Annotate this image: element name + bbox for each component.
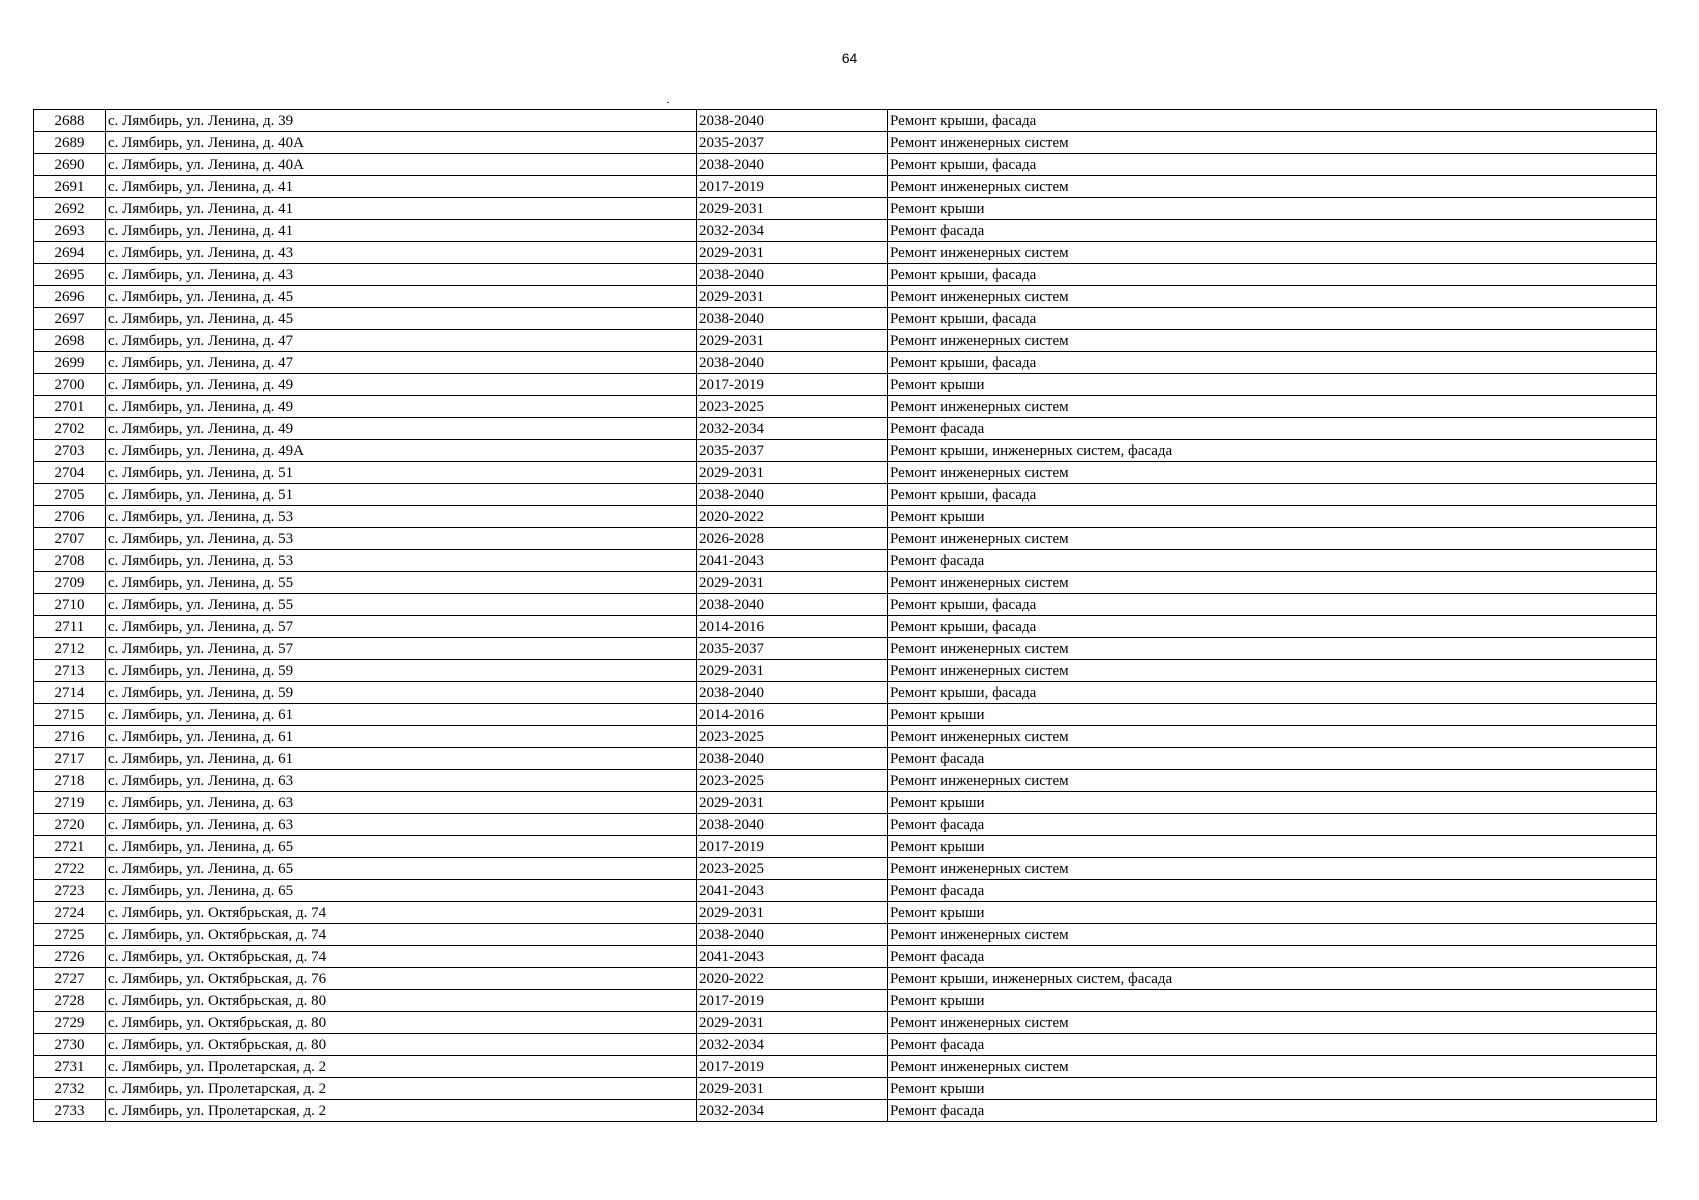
- row-number: 2709: [34, 572, 106, 594]
- address-cell: с. Лямбирь, ул. Ленина, д. 63: [106, 792, 697, 814]
- table-row: [34, 418, 1657, 440]
- address-cell: с. Лямбирь, ул. Ленина, д. 40А: [106, 132, 697, 154]
- period-cell: 2023-2025: [697, 770, 888, 792]
- table-row: [34, 924, 1657, 946]
- table-row: [34, 726, 1657, 748]
- table-row: [34, 770, 1657, 792]
- address-cell: с. Лямбирь, ул. Ленина, д. 39: [106, 110, 697, 132]
- work-type-cell: Ремонт крыши: [888, 836, 1657, 858]
- period-cell: 2029-2031: [697, 792, 888, 814]
- work-type-cell: Ремонт крыши, фасада: [888, 154, 1657, 176]
- address-cell: с. Лямбирь, ул. Октябрьская, д. 74: [106, 902, 697, 924]
- row-number: 2705: [34, 484, 106, 506]
- period-cell: 2017-2019: [697, 990, 888, 1012]
- address-cell: с. Лямбирь, ул. Ленина, д. 53: [106, 528, 697, 550]
- period-cell: 2041-2043: [697, 550, 888, 572]
- period-cell: 2020-2022: [697, 506, 888, 528]
- row-number: 2731: [34, 1056, 106, 1078]
- address-cell: с. Лямбирь, ул. Ленина, д. 61: [106, 704, 697, 726]
- row-number: 2701: [34, 396, 106, 418]
- repair-schedule-table: [33, 109, 1657, 1122]
- address-cell: с. Лямбирь, ул. Ленина, д. 49: [106, 374, 697, 396]
- work-type-cell: Ремонт инженерных систем: [888, 1012, 1657, 1034]
- work-type-cell: Ремонт инженерных систем: [888, 638, 1657, 660]
- work-type-cell: Ремонт инженерных систем: [888, 176, 1657, 198]
- work-type-cell: Ремонт инженерных систем: [888, 396, 1657, 418]
- address-cell: с. Лямбирь, ул. Ленина, д. 40А: [106, 154, 697, 176]
- row-number: 2718: [34, 770, 106, 792]
- row-number: 2715: [34, 704, 106, 726]
- period-cell: 2041-2043: [697, 880, 888, 902]
- row-number: 2729: [34, 1012, 106, 1034]
- work-type-cell: Ремонт фасада: [888, 946, 1657, 968]
- period-cell: 2023-2025: [697, 858, 888, 880]
- work-type-cell: Ремонт фасада: [888, 748, 1657, 770]
- address-cell: с. Лямбирь, ул. Ленина, д. 49А: [106, 440, 697, 462]
- row-number: 2688: [34, 110, 106, 132]
- work-type-cell: Ремонт крыши: [888, 704, 1657, 726]
- work-type-cell: Ремонт инженерных систем: [888, 660, 1657, 682]
- table-row: [34, 1078, 1657, 1100]
- work-type-cell: Ремонт инженерных систем: [888, 924, 1657, 946]
- row-number: 2728: [34, 990, 106, 1012]
- address-cell: с. Лямбирь, ул. Ленина, д. 51: [106, 484, 697, 506]
- work-type-cell: Ремонт инженерных систем: [888, 1056, 1657, 1078]
- table-row: [34, 198, 1657, 220]
- address-cell: с. Лямбирь, ул. Пролетарская, д. 2: [106, 1100, 697, 1122]
- work-type-cell: Ремонт инженерных систем: [888, 242, 1657, 264]
- row-number: 2702: [34, 418, 106, 440]
- work-type-cell: Ремонт инженерных систем: [888, 528, 1657, 550]
- table-row: [34, 902, 1657, 924]
- row-number: 2695: [34, 264, 106, 286]
- row-number: 2699: [34, 352, 106, 374]
- row-number: 2733: [34, 1100, 106, 1122]
- address-cell: с. Лямбирь, ул. Ленина, д. 53: [106, 506, 697, 528]
- work-type-cell: Ремонт фасада: [888, 550, 1657, 572]
- table-row: [34, 660, 1657, 682]
- table-row: [34, 990, 1657, 1012]
- table-row: [34, 792, 1657, 814]
- table-row: [34, 836, 1657, 858]
- table-row: [34, 132, 1657, 154]
- period-cell: 2038-2040: [697, 484, 888, 506]
- work-type-cell: Ремонт крыши: [888, 902, 1657, 924]
- row-number: 2722: [34, 858, 106, 880]
- row-number: 2713: [34, 660, 106, 682]
- work-type-cell: Ремонт фасада: [888, 880, 1657, 902]
- work-type-cell: Ремонт крыши: [888, 990, 1657, 1012]
- period-cell: 2014-2016: [697, 704, 888, 726]
- table-row: [34, 638, 1657, 660]
- table-row: [34, 616, 1657, 638]
- row-number: 2732: [34, 1078, 106, 1100]
- row-number: 2712: [34, 638, 106, 660]
- address-cell: с. Лямбирь, ул. Ленина, д. 61: [106, 726, 697, 748]
- work-type-cell: Ремонт крыши, инженерных систем, фасада: [888, 440, 1657, 462]
- row-number: 2692: [34, 198, 106, 220]
- row-number: 2707: [34, 528, 106, 550]
- address-cell: с. Лямбирь, ул. Октябрьская, д. 80: [106, 1012, 697, 1034]
- period-cell: 2038-2040: [697, 594, 888, 616]
- work-type-cell: Ремонт крыши: [888, 506, 1657, 528]
- period-cell: 2032-2034: [697, 418, 888, 440]
- row-number: 2704: [34, 462, 106, 484]
- row-number: 2694: [34, 242, 106, 264]
- address-cell: с. Лямбирь, ул. Ленина, д. 51: [106, 462, 697, 484]
- period-cell: 2029-2031: [697, 1012, 888, 1034]
- work-type-cell: Ремонт фасада: [888, 418, 1657, 440]
- period-cell: 2038-2040: [697, 352, 888, 374]
- period-cell: 2029-2031: [697, 462, 888, 484]
- address-cell: с. Лямбирь, ул. Ленина, д. 45: [106, 308, 697, 330]
- table-row: [34, 484, 1657, 506]
- row-number: 2730: [34, 1034, 106, 1056]
- period-cell: 2023-2025: [697, 726, 888, 748]
- row-number: 2698: [34, 330, 106, 352]
- table-row: [34, 572, 1657, 594]
- work-type-cell: Ремонт крыши, фасада: [888, 264, 1657, 286]
- table-row: [34, 330, 1657, 352]
- table-row: [34, 440, 1657, 462]
- address-cell: с. Лямбирь, ул. Ленина, д. 45: [106, 286, 697, 308]
- period-cell: 2017-2019: [697, 374, 888, 396]
- row-number: 2690: [34, 154, 106, 176]
- table-row: [34, 594, 1657, 616]
- address-cell: с. Лямбирь, ул. Ленина, д. 49: [106, 396, 697, 418]
- period-cell: 2017-2019: [697, 836, 888, 858]
- period-cell: 2029-2031: [697, 198, 888, 220]
- period-cell: 2038-2040: [697, 682, 888, 704]
- period-cell: 2041-2043: [697, 946, 888, 968]
- address-cell: с. Лямбирь, ул. Ленина, д. 43: [106, 242, 697, 264]
- table-row: [34, 748, 1657, 770]
- table-row: [34, 946, 1657, 968]
- table-row: [34, 1056, 1657, 1078]
- work-type-cell: Ремонт фасада: [888, 1034, 1657, 1056]
- table-row: [34, 462, 1657, 484]
- period-cell: 2017-2019: [697, 176, 888, 198]
- period-cell: 2032-2034: [697, 1034, 888, 1056]
- row-number: 2721: [34, 836, 106, 858]
- table-row: [34, 110, 1657, 132]
- address-cell: с. Лямбирь, ул. Ленина, д. 63: [106, 814, 697, 836]
- address-cell: с. Лямбирь, ул. Ленина, д. 57: [106, 638, 697, 660]
- period-cell: 2029-2031: [697, 330, 888, 352]
- period-cell: 2029-2031: [697, 902, 888, 924]
- address-cell: с. Лямбирь, ул. Ленина, д. 43: [106, 264, 697, 286]
- work-type-cell: Ремонт крыши, фасада: [888, 682, 1657, 704]
- address-cell: с. Лямбирь, ул. Ленина, д. 53: [106, 550, 697, 572]
- row-number: 2696: [34, 286, 106, 308]
- period-cell: 2014-2016: [697, 616, 888, 638]
- period-cell: 2020-2022: [697, 968, 888, 990]
- address-cell: с. Лямбирь, ул. Октябрьская, д. 74: [106, 924, 697, 946]
- period-cell: 2035-2037: [697, 440, 888, 462]
- address-cell: с. Лямбирь, ул. Октябрьская, д. 80: [106, 1034, 697, 1056]
- row-number: 2716: [34, 726, 106, 748]
- period-cell: 2038-2040: [697, 264, 888, 286]
- work-type-cell: Ремонт инженерных систем: [888, 132, 1657, 154]
- row-number: 2725: [34, 924, 106, 946]
- row-number: 2708: [34, 550, 106, 572]
- table-row: [34, 220, 1657, 242]
- table-row: [34, 176, 1657, 198]
- work-type-cell: Ремонт инженерных систем: [888, 858, 1657, 880]
- row-number: 2726: [34, 946, 106, 968]
- period-cell: 2029-2031: [697, 572, 888, 594]
- period-cell: 2029-2031: [697, 1078, 888, 1100]
- work-type-cell: Ремонт крыши, фасада: [888, 616, 1657, 638]
- table-row: [34, 242, 1657, 264]
- row-number: 2700: [34, 374, 106, 396]
- row-number: 2710: [34, 594, 106, 616]
- stray-mark: [667, 102, 669, 103]
- address-cell: с. Лямбирь, ул. Ленина, д. 65: [106, 836, 697, 858]
- period-cell: 2038-2040: [697, 110, 888, 132]
- period-cell: 2038-2040: [697, 748, 888, 770]
- work-type-cell: Ремонт фасада: [888, 220, 1657, 242]
- row-number: 2697: [34, 308, 106, 330]
- address-cell: с. Лямбирь, ул. Ленина, д. 41: [106, 220, 697, 242]
- address-cell: с. Лямбирь, ул. Октябрьская, д. 74: [106, 946, 697, 968]
- work-type-cell: Ремонт инженерных систем: [888, 330, 1657, 352]
- work-type-cell: Ремонт крыши, инженерных систем, фасада: [888, 968, 1657, 990]
- work-type-cell: Ремонт инженерных систем: [888, 726, 1657, 748]
- table-row: [34, 1100, 1657, 1122]
- table-row: [34, 264, 1657, 286]
- table-row: [34, 308, 1657, 330]
- table-row: [34, 1034, 1657, 1056]
- address-cell: с. Лямбирь, ул. Ленина, д. 55: [106, 572, 697, 594]
- row-number: 2706: [34, 506, 106, 528]
- table-body: [34, 110, 1657, 1122]
- address-cell: с. Лямбирь, ул. Пролетарская, д. 2: [106, 1056, 697, 1078]
- table-row: [34, 506, 1657, 528]
- address-cell: с. Лямбирь, ул. Ленина, д. 65: [106, 858, 697, 880]
- period-cell: 2026-2028: [697, 528, 888, 550]
- address-cell: с. Лямбирь, ул. Октябрьская, д. 76: [106, 968, 697, 990]
- table-row: [34, 968, 1657, 990]
- row-number: 2720: [34, 814, 106, 836]
- period-cell: 2038-2040: [697, 154, 888, 176]
- table-row: [34, 528, 1657, 550]
- table-row: [34, 814, 1657, 836]
- row-number: 2693: [34, 220, 106, 242]
- address-cell: с. Лямбирь, ул. Ленина, д. 65: [106, 880, 697, 902]
- row-number: 2717: [34, 748, 106, 770]
- period-cell: 2029-2031: [697, 660, 888, 682]
- period-cell: 2023-2025: [697, 396, 888, 418]
- work-type-cell: Ремонт крыши: [888, 198, 1657, 220]
- address-cell: с. Лямбирь, ул. Октябрьская, д. 80: [106, 990, 697, 1012]
- address-cell: с. Лямбирь, ул. Ленина, д. 41: [106, 176, 697, 198]
- work-type-cell: Ремонт крыши: [888, 792, 1657, 814]
- table-row: [34, 682, 1657, 704]
- table-row: [34, 1012, 1657, 1034]
- row-number: 2719: [34, 792, 106, 814]
- address-cell: с. Лямбирь, ул. Ленина, д. 59: [106, 660, 697, 682]
- row-number: 2711: [34, 616, 106, 638]
- work-type-cell: Ремонт крыши: [888, 1078, 1657, 1100]
- address-cell: с. Лямбирь, ул. Ленина, д. 61: [106, 748, 697, 770]
- work-type-cell: Ремонт фасада: [888, 814, 1657, 836]
- row-number: 2714: [34, 682, 106, 704]
- address-cell: с. Лямбирь, ул. Ленина, д. 59: [106, 682, 697, 704]
- period-cell: 2038-2040: [697, 924, 888, 946]
- period-cell: 2038-2040: [697, 308, 888, 330]
- row-number: 2724: [34, 902, 106, 924]
- work-type-cell: Ремонт инженерных систем: [888, 572, 1657, 594]
- row-number: 2727: [34, 968, 106, 990]
- table-row: [34, 704, 1657, 726]
- address-cell: с. Лямбирь, ул. Ленина, д. 41: [106, 198, 697, 220]
- address-cell: с. Лямбирь, ул. Ленина, д. 49: [106, 418, 697, 440]
- work-type-cell: Ремонт крыши, фасада: [888, 352, 1657, 374]
- period-cell: 2035-2037: [697, 638, 888, 660]
- work-type-cell: Ремонт фасада: [888, 1100, 1657, 1122]
- period-cell: 2032-2034: [697, 1100, 888, 1122]
- work-type-cell: Ремонт крыши, фасада: [888, 308, 1657, 330]
- work-type-cell: Ремонт инженерных систем: [888, 770, 1657, 792]
- work-type-cell: Ремонт инженерных систем: [888, 286, 1657, 308]
- table-row: [34, 154, 1657, 176]
- table-row: [34, 396, 1657, 418]
- work-type-cell: Ремонт крыши, фасада: [888, 484, 1657, 506]
- table-row: [34, 352, 1657, 374]
- table-row: [34, 550, 1657, 572]
- address-cell: с. Лямбирь, ул. Ленина, д. 57: [106, 616, 697, 638]
- row-number: 2691: [34, 176, 106, 198]
- address-cell: с. Лямбирь, ул. Ленина, д. 55: [106, 594, 697, 616]
- work-type-cell: Ремонт крыши, фасада: [888, 594, 1657, 616]
- address-cell: с. Лямбирь, ул. Пролетарская, д. 2: [106, 1078, 697, 1100]
- table-row: [34, 374, 1657, 396]
- page-number: 64: [841, 50, 858, 66]
- address-cell: с. Лямбирь, ул. Ленина, д. 63: [106, 770, 697, 792]
- work-type-cell: Ремонт крыши: [888, 374, 1657, 396]
- address-cell: с. Лямбирь, ул. Ленина, д. 47: [106, 330, 697, 352]
- work-type-cell: Ремонт крыши, фасада: [888, 110, 1657, 132]
- row-number: 2703: [34, 440, 106, 462]
- period-cell: 2035-2037: [697, 132, 888, 154]
- period-cell: 2029-2031: [697, 242, 888, 264]
- period-cell: 2029-2031: [697, 286, 888, 308]
- row-number: 2689: [34, 132, 106, 154]
- table-row: [34, 880, 1657, 902]
- table-row: [34, 858, 1657, 880]
- table-row: [34, 286, 1657, 308]
- period-cell: 2038-2040: [697, 814, 888, 836]
- period-cell: 2017-2019: [697, 1056, 888, 1078]
- period-cell: 2032-2034: [697, 220, 888, 242]
- row-number: 2723: [34, 880, 106, 902]
- work-type-cell: Ремонт инженерных систем: [888, 462, 1657, 484]
- address-cell: с. Лямбирь, ул. Ленина, д. 47: [106, 352, 697, 374]
